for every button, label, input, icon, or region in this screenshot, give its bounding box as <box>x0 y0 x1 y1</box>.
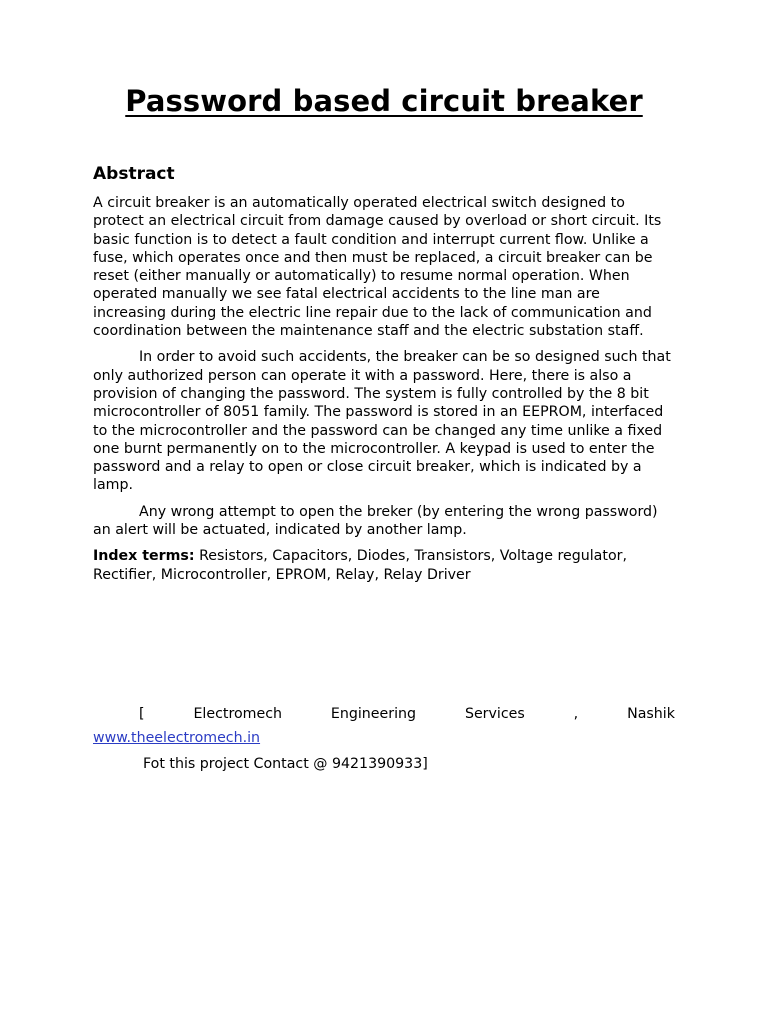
index-terms <box>93 547 675 584</box>
contact-line: Fot this project Contact @ 9421390933] <box>143 756 428 772</box>
index-terms-text: Resistors, Capacitors, Diodes, Transistors, Voltage regulator, Rectifier, Microcontroller, EPROM, Relay, Relay Driver <box>93 548 627 583</box>
credit-word-bracket: [ <box>139 706 145 722</box>
credit-word-services: Services <box>464 706 525 722</box>
credit-line <box>93 703 675 725</box>
credit-block <box>93 703 675 775</box>
document-title: Password based circuit breaker <box>125 84 643 118</box>
document-body <box>93 162 675 592</box>
abstract-heading: Abstract <box>93 164 175 184</box>
credit-word-engineering: Engineering <box>330 706 417 722</box>
abstract-paragraph-2: In order to avoid such accidents, the breaker can be so designed such that only authorized person can operate it with a password. Here, there is also a provision of changing the password. The system is fully controlled by the 8 bit microcontroller of 8051 family. The password is stored in an EEPROM, interfaced to the microcontroller and the password can be changed any time unlike a fixed one burnt permanently on to the microcontroller. A keypad is used to enter the password and a relay to open or close circuit breaker, which is indicated by a lamp. <box>93 349 671 494</box>
credit-word-comma: , <box>573 706 579 722</box>
credit-word-nashik: Nashik <box>627 706 675 722</box>
index-terms-label: Index terms: <box>93 548 195 565</box>
credit-word-electromech: Electromech <box>193 706 282 722</box>
abstract-paragraph-3: Any wrong attempt to open the breker (by entering the wrong password) an alert will be actuated, indicated by another lamp. <box>93 503 658 539</box>
abstract-paragraph-1: A circuit breaker is an automatically operated electrical switch designed to protect an electrical circuit from damage caused by overload or short circuit. Its basic function is to detect a fault condition and interrupt current flow. Unlike a fuse, which operates once and then must be replaced, a circuit breaker can be reset (either manually or automatically) to resume normal operation. When operated manually we see fatal electrical accidents to the line man are increasing during the electric line repair due to the lack of communication and coordination between the maintenance staff and the electric substation staff. <box>93 195 662 340</box>
website-link[interactable]: www.theelectromech.in <box>93 730 261 746</box>
